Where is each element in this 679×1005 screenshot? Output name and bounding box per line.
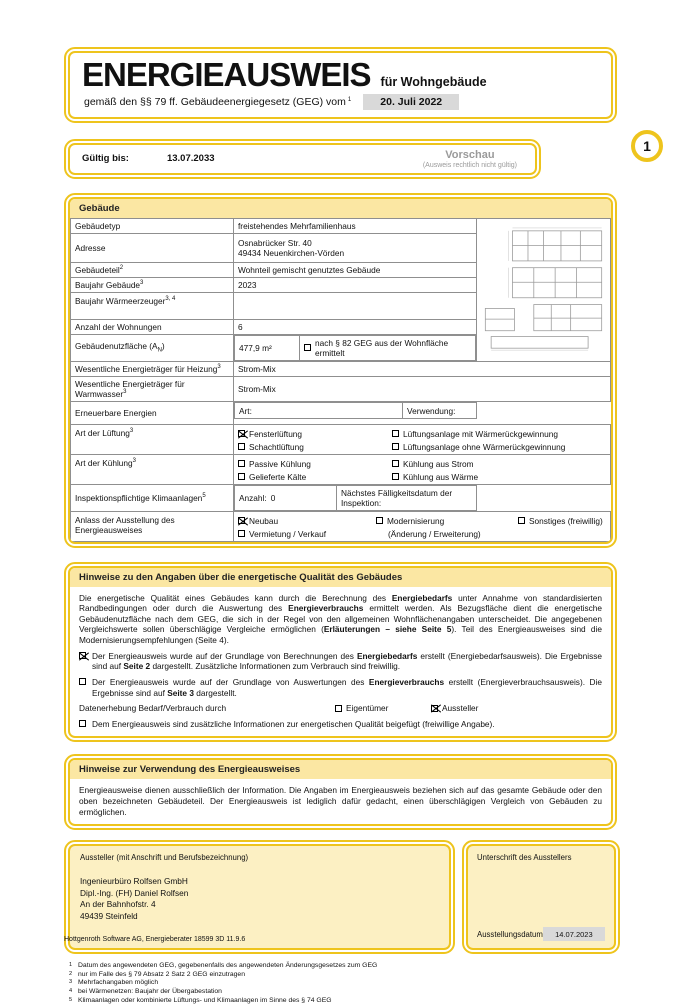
schachtlueftung-checkbox[interactable] [238, 443, 245, 450]
row-anlass [71, 511, 611, 541]
issuer-address [80, 876, 439, 922]
lueftung-options [234, 424, 611, 454]
bedarfsausweis-text: Der Energieausweis wurde auf der Grundlage von Berechnungen des Energiebedarfs erstellt (Energiebedarfsausweis). Die Ergebnisse sind auf Seite 2 dargestellt. Zusätzliche Informationen zum Verbrauch sind freiwillig. [92, 650, 602, 672]
vermietung-option: Vermietung / Verkauf [238, 529, 376, 539]
building-plan-image [477, 218, 611, 361]
footnote-item: 5 Klimaanlagen oder kombinierte Lüftungs- und Klimaanlagen im Sinne des § 74 GEG [69, 996, 332, 1004]
modernisierung-checkbox[interactable] [376, 517, 383, 524]
gelieferte-kaelte-option: Gelieferte Kälte [238, 472, 392, 482]
valid-until-label: Gültig bis: [82, 153, 129, 165]
validity-box [64, 139, 541, 179]
adresse-line1: Osnabrücker Str. 40 [238, 237, 312, 248]
footnote-item: 3 Mehrfachangaben möglich [69, 979, 159, 987]
issuer-line: Ingenieurbüro Rolfsen GmbH [80, 876, 188, 887]
wohnflaeche-checkbox[interactable] [304, 344, 311, 351]
erneuerbare-label: Erneuerbare Energien [71, 401, 234, 424]
row-klimaanlagen [71, 484, 611, 511]
erneuerbare-art-label: Art: [239, 405, 252, 416]
usage-hints-section [64, 754, 617, 830]
document-subtitle: für Wohngebäude [380, 75, 487, 89]
klimaanlagen-label: Inspektionspflichtige Klimaanlagen$^5$ [71, 484, 234, 511]
row-lueftung [71, 424, 611, 454]
document-title: ENERGIEAUSWEIS [82, 56, 371, 93]
traeger-heizung-label: Wesentliche Energieträger für Heizung$^3$ [71, 361, 234, 376]
law-reference: gemäß den §§ 79 ff. Gebäudeenergiegesetz (GEG) vom 1 20. Juli 2022 [82, 94, 599, 110]
footnote-item: 4 bei Wärmenetzen: Baujahr der Übergabestation [69, 987, 222, 995]
preview-watermark [423, 149, 517, 169]
signature-box [462, 840, 620, 954]
lueftungsanlage-ohne-wrg-checkbox[interactable] [392, 443, 399, 450]
kuehlung-waerme-option: Kühlung aus Wärme [392, 472, 606, 482]
sonstiges-option: Sonstiges (freiwillig) [518, 516, 606, 526]
bedarfsausweis-row [79, 651, 602, 672]
traeger-warmwasser-label: Wesentliche Energieträger für Warmwasser$^3$ [71, 376, 234, 401]
lueftungsanlage-mit-wrg-checkbox[interactable] [392, 430, 399, 437]
adresse-line2: 49434 Neuenkirchen-Vörden [238, 247, 345, 258]
gebaeudeteil-value: Wohnteil gemischt genutztes Gebäude [234, 262, 477, 277]
gebaeudetyp-value: freistehendes Mehrfamilienhaus [234, 218, 477, 233]
kuehlung-waerme-checkbox[interactable] [392, 473, 399, 480]
baujahr-waermeerzeuger-value [234, 292, 477, 319]
baujahr-gebaeude-label: Baujahr Gebäude$^3$ [71, 277, 234, 292]
geg-date: 20. Juli 2022 [363, 94, 459, 110]
issuer-line: 49439 Steinfeld [80, 910, 138, 921]
modernisierung-sublabel: (Änderung / Erweiterung) [388, 528, 481, 539]
wohnflaeche-checkbox-label: nach § 82 GEG aus der Wohnfläche ermittelt [315, 337, 449, 358]
bedarfsausweis-checkbox[interactable] [79, 652, 86, 659]
baujahr-waermeerzeuger-label: Baujahr Wärmeerzeuger$^{3, 4}$ [71, 292, 234, 319]
eigentuemer-option: Eigentümer [335, 703, 431, 714]
verbrauchsausweis-text: Der Energieausweis wurde auf der Grundlage von Auswertungen des Energieverbrauchs erstellt (Energieverbrauchsausweis). Die Ergebnisse sind auf Seite 3 dargestellt. [92, 676, 602, 698]
lueftungsanlage-mit-wrg-option: Lüftungsanlage mit Wärmerückgewinnung [392, 429, 606, 439]
adresse-label: Adresse [71, 233, 234, 262]
issue-date-label: Ausstellungsdatum [477, 929, 543, 939]
issue-date-row [477, 927, 605, 941]
zusatzinfo-checkbox[interactable] [79, 720, 86, 727]
gebaeudetyp-label: Gebäudetyp [71, 218, 234, 233]
issuer-title: Aussteller (mit Anschrift und Berufsbezeichnung) [80, 853, 249, 863]
quality-hints-title: Hinweise zu den Angaben über die energetische Qualität des Gebäudes [70, 568, 611, 587]
footnote-item: 1 Datum des angewendeten GEG, gegebenenfalls des angewendeten Änderungsgesetzes zum GEG [69, 962, 378, 970]
building-section-title: Gebäude [70, 199, 611, 218]
neubau-checkbox[interactable] [238, 517, 245, 524]
eigentuemer-checkbox[interactable] [335, 705, 342, 712]
adresse-value [234, 233, 477, 262]
preview-title: Vorschau [445, 148, 495, 161]
software-credit: Hottgenroth Software AG, Energieberater 18599 3D 11.9.6 [64, 936, 246, 943]
page-number: 1 [643, 138, 651, 154]
data-collection-label: Datenerhebung Bedarf/Verbrauch durch [79, 703, 227, 714]
lueftung-label: Art der Lüftung$^3$ [71, 424, 234, 454]
verbrauchsausweis-checkbox[interactable] [79, 678, 86, 685]
nutzflaeche-value: 477,9 m² [239, 342, 272, 353]
klimaanlagen-value-cell [234, 485, 477, 511]
row-traeger-warmwasser [71, 376, 611, 401]
nutzflaeche-value-cell [234, 335, 476, 361]
passive-kuehlung-option: Passive Kühlung [238, 459, 392, 469]
quality-hints-section [64, 562, 617, 743]
valid-until-date: 13.07.2033 [166, 153, 215, 165]
klimaanlagen-faelligkeit: Nächstes Fälligkeitsdatum der Inspektion: [336, 486, 476, 510]
neubau-option: Neubau [238, 516, 376, 526]
kuehlung-strom-option: Kühlung aus Strom [392, 459, 606, 469]
zusatzinfo-row [79, 719, 602, 730]
fensterlueftung-checkbox[interactable] [238, 430, 245, 437]
anlass-options [234, 511, 611, 541]
row-traeger-heizung [71, 361, 611, 376]
kuehlung-strom-checkbox[interactable] [392, 460, 399, 467]
data-collection-row [79, 703, 602, 714]
page-number-badge [631, 130, 663, 162]
issuer-line: An der Bahnhofstr. 4 [80, 899, 156, 910]
klimaanlagen-anzahl: Anzahl: 0 [239, 492, 276, 503]
quality-intro-text: Die energetische Qualität eines Gebäudes kann durch die Berechnung des Energiebedarfs unter Annahme von standardisierten Randbedingungen oder durch die Auswertung des Energieverbrauchs ermittelt werden. Als Bezugsfläche dient die energetische Gebäudenutzfläche nach dem GEG, die sich in der Regel von den allgemeinen Wohnflächenangaben unterscheidet. Die angegebenen Vergleichswerte sollen überschlägige Vergleiche ermöglichen (Erläuterungen – siehe Seite 5). Teil des Energieausweises sind die Modernisierungsempfehlungen (Seite 4). [79, 592, 602, 646]
building-section [64, 193, 617, 548]
row-gebaeudetyp [71, 218, 611, 233]
anzahl-wohnungen-value: 6 [234, 319, 477, 334]
traeger-warmwasser-value: Strom-Mix [234, 376, 611, 401]
usage-hints-title: Hinweise zur Verwendung des Energieausweises [70, 760, 611, 779]
title-row [82, 58, 599, 93]
baujahr-gebaeude-value: 2023 [234, 277, 477, 292]
building-table [70, 218, 611, 542]
row-kuehlung [71, 454, 611, 484]
schachtlueftung-option: Schachtlüftung [238, 442, 392, 452]
signature-title: Unterschrift des Ausstellers [477, 853, 572, 863]
anzahl-wohnungen-label: Anzahl der Wohnungen [71, 319, 234, 334]
gebaeudeteil-label: Gebäudeteil$^2$ [71, 262, 234, 277]
aussteller-option: Aussteller [431, 703, 527, 714]
traeger-heizung-value: Strom-Mix [234, 361, 611, 376]
header-box [64, 47, 617, 123]
footnote-item: 2 nur im Falle des § 79 Absatz 2 Satz 2 GEG einzutragen [69, 970, 245, 978]
anlass-label: Anlass der Ausstellung des Energieausweises [71, 511, 234, 541]
vermietung-checkbox[interactable] [238, 530, 245, 537]
erneuerbare-value-cell [234, 402, 477, 419]
floor-plan-drawing [479, 226, 608, 354]
kuehlung-options [234, 454, 611, 484]
sonstiges-checkbox[interactable] [518, 517, 525, 524]
zusatzinfo-text: Dem Energieausweis sind zusätzliche Informationen zur energetischen Qualität beigefügt (freiwillige Angabe). [92, 718, 495, 729]
footnotes [64, 962, 617, 1005]
wohnflaeche-option [299, 336, 475, 360]
aussteller-checkbox[interactable] [431, 705, 438, 712]
issuer-line: Dipl.-Ing. (FH) Daniel Rolfsen [80, 887, 189, 898]
law-reference-text: gemäß den §§ 79 ff. Gebäudeenergiegesetz (GEG) vom [84, 95, 346, 108]
gelieferte-kaelte-checkbox[interactable] [238, 473, 245, 480]
passive-kuehlung-checkbox[interactable] [238, 460, 245, 467]
usage-hints-text: Energieausweise dienen ausschließlich der Information. Die Angaben im Energieausweis beziehen sich auf das gesamte Gebäude oder den oben bezeichneten Gebäudeteil. Der Energieausweis ist lediglich dafür gedacht, einen überschlägigen Vergleich von Gebäuden zu ermöglichen. [79, 785, 602, 817]
modernisierung-option: Modernisierung [376, 516, 518, 526]
preview-subtitle: (Ausweis rechtlich nicht gültig) [422, 161, 517, 169]
validity-row [64, 139, 617, 179]
issue-date-value: 14.07.2023 [543, 927, 605, 941]
nutzflaeche-label: Gebäudenutzfläche $(A_N)$ [71, 334, 234, 361]
kuehlung-label: Art der Kühlung$^3$ [71, 454, 234, 484]
row-erneuerbare [71, 401, 611, 424]
erneuerbare-verwendung-label: Verwendung: [402, 403, 476, 418]
verbrauchsausweis-row [79, 677, 602, 698]
fensterlueftung-option: Fensterlüftung [238, 429, 392, 439]
lueftungsanlage-ohne-wrg-option: Lüftungsanlage ohne Wärmerückgewinnung [392, 442, 606, 452]
